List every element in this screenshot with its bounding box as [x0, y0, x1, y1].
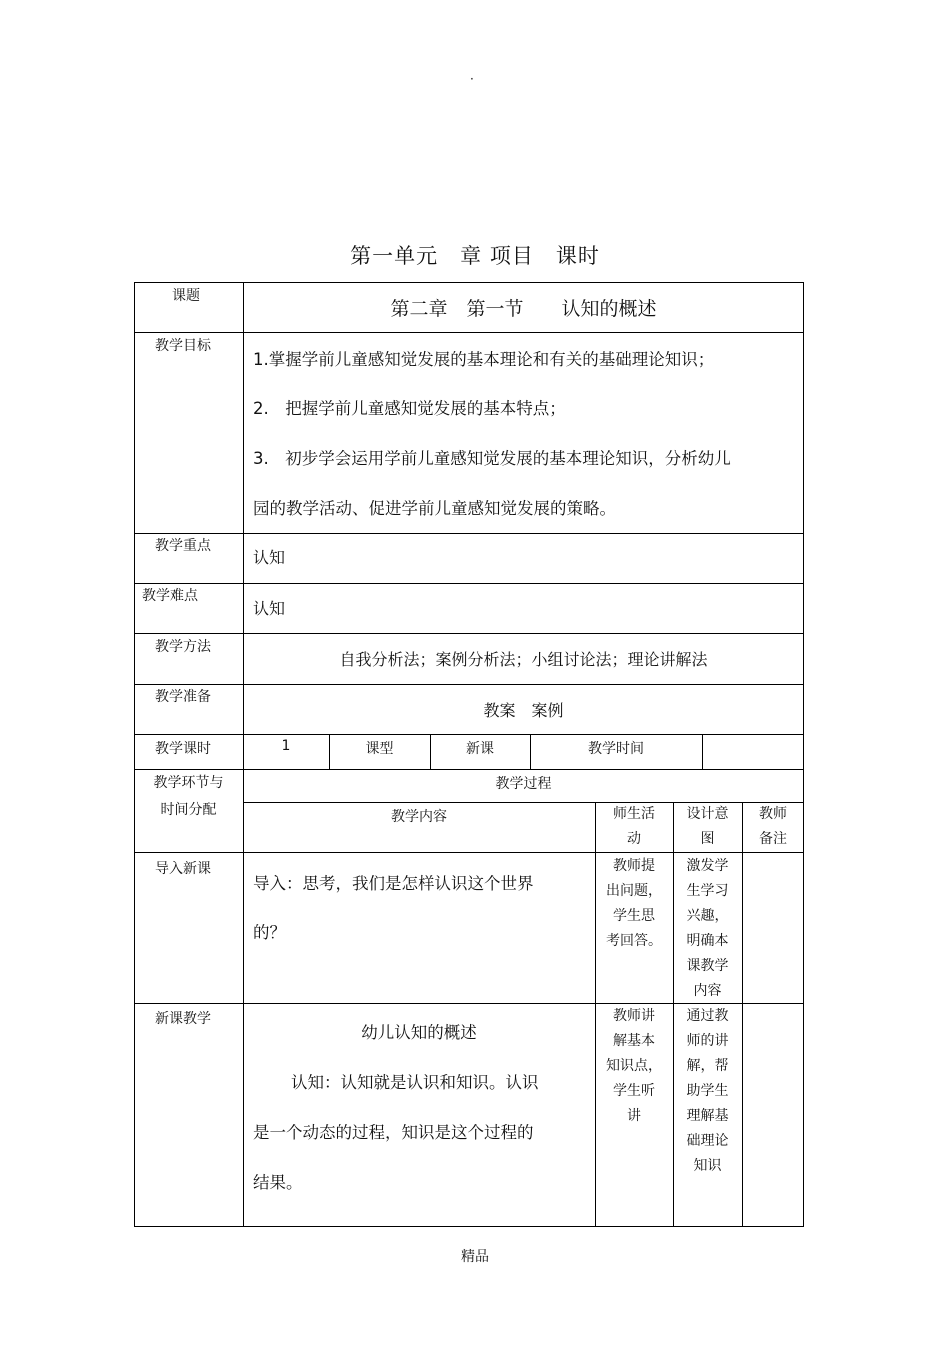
new-lesson-intent: 通过教 师的讲 解，帮 助学生 理解基 础理论 知识: [686, 1008, 729, 1174]
new-lesson-line1: 认知：认知就是认识和知识。认识: [291, 1073, 539, 1092]
teaching-time-label: 教学时间: [588, 741, 644, 757]
process-label-line1: 教学环节与: [153, 775, 224, 791]
col-notes-header: 教师 备注: [759, 806, 787, 847]
new-lesson-line3: 结果。: [253, 1173, 303, 1192]
intro-activity: 教师提 出问题， 学生思 考回答。: [606, 858, 662, 949]
method-value: 自我分析法；案例分析法；小组讨论法；理论讲解法: [339, 650, 708, 669]
method-label: 教学方法: [155, 639, 211, 655]
hours-label: 教学课时: [155, 741, 211, 757]
new-lesson-line2: 是一个动态的过程，知识是这个过程的: [253, 1123, 534, 1142]
key-point-label: 教学重点: [155, 538, 211, 554]
goals-label: 教学目标: [155, 338, 211, 354]
col-activity-header: 师生活 动: [613, 806, 655, 847]
process-header: 教学过程: [495, 776, 552, 792]
header-mark: ·: [470, 72, 474, 86]
lesson-type-label: 课型: [365, 741, 394, 757]
page-footer: 精品: [461, 1249, 489, 1265]
intro-intent: 激发学 生学习 兴趣， 明确本 课教学 内容: [686, 858, 729, 999]
lesson-type-value: 新课: [466, 741, 494, 757]
new-lesson-label: 新课教学: [155, 1011, 211, 1027]
goal-line-1: 1.掌握学前儿童感知觉发展的基本理论和有关的基础理论知识；: [253, 350, 715, 369]
new-lesson-activity: 教师讲 解基本 知识点， 学生听 讲: [606, 1008, 662, 1124]
intro-content-line1: 导入：思考，我们是怎样认识这个世界: [253, 874, 534, 893]
goal-line-3: 3. 初步学会运用学前儿童感知觉发展的基本理论知识，分析幼儿: [253, 449, 731, 468]
intro-label: 导入新课: [155, 861, 211, 877]
hours-value: 1: [281, 738, 291, 754]
preparation-label: 教学准备: [155, 689, 211, 705]
goal-line-2: 2. 把握学前儿童感知觉发展的基本特点；: [253, 399, 566, 418]
lesson-plan-table: [134, 282, 804, 1227]
topic-value: 第二章 第一节 认知的概述: [390, 298, 657, 320]
page-title: 第一单元 章 项目 课时: [350, 244, 600, 268]
difficulty-label: 教学难点: [142, 588, 198, 604]
goal-line-4: 园的教学活动、促进学前儿童感知觉发展的策略。: [253, 499, 616, 518]
process-label-line2: 时间分配: [160, 802, 217, 818]
key-point-value: 认知: [253, 548, 286, 567]
preparation-value: 教案 案例: [483, 701, 564, 720]
intro-content-line2: 的？: [253, 923, 286, 942]
topic-label: 课题: [172, 288, 200, 304]
col-content-header: 教学内容: [391, 809, 447, 825]
new-lesson-title: 幼儿认知的概述: [361, 1023, 477, 1042]
difficulty-value: 认知: [253, 599, 286, 618]
col-intent-header: 设计意 图: [686, 806, 729, 847]
